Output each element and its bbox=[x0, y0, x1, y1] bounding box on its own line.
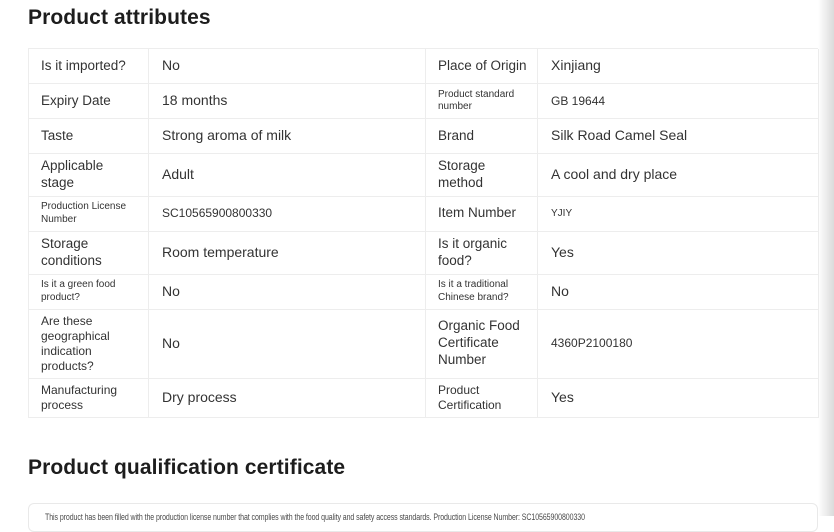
attr-label-cell: Is it organic food? bbox=[426, 232, 538, 275]
attr-label-cell: Expiry Date bbox=[29, 84, 149, 119]
certificate-title: Product qualification certificate bbox=[28, 455, 346, 479]
attr-label-cell: Manufacturing process bbox=[29, 379, 149, 418]
attr-value-cell: No bbox=[149, 49, 426, 84]
attr-label-cell: Is it a green food product? bbox=[29, 275, 149, 310]
attr-label-cell: Production License Number bbox=[29, 197, 149, 232]
attr-value-cell: No bbox=[149, 275, 426, 310]
attr-value-cell: A cool and dry place bbox=[538, 154, 819, 197]
attr-label-cell: Organic Food Certificate Number bbox=[426, 310, 538, 379]
product-attributes-title: Product attributes bbox=[28, 6, 211, 29]
attr-label-cell: Item Number bbox=[426, 197, 538, 232]
attr-label-cell: Is it imported? bbox=[29, 49, 149, 84]
certificate-notice-box bbox=[28, 503, 818, 532]
attr-value-cell: Xinjiang bbox=[538, 49, 819, 84]
attr-value-cell: Adult bbox=[149, 154, 426, 197]
attr-value-cell: 4360P2100180 bbox=[538, 310, 819, 379]
attr-value-cell: Strong aroma of milk bbox=[149, 119, 426, 154]
attr-value-cell: SC10565900800330 bbox=[149, 197, 426, 232]
attr-label-cell: Product standard number bbox=[426, 84, 538, 119]
attr-label-cell: Storage conditions bbox=[29, 232, 149, 275]
attr-label-cell: Product Certification bbox=[426, 379, 538, 418]
attr-label-cell: Brand bbox=[426, 119, 538, 154]
attr-label-cell: Applicable stage bbox=[29, 154, 149, 197]
attr-label-cell: Is it a traditional Chinese brand? bbox=[426, 275, 538, 310]
page-edge-shadow bbox=[818, 0, 834, 516]
attr-value-cell: Yes bbox=[538, 379, 819, 418]
attr-value-cell: Dry process bbox=[149, 379, 426, 418]
attr-label-cell: Place of Origin bbox=[426, 49, 538, 84]
attr-value-cell: No bbox=[538, 275, 819, 310]
attr-value-cell: Silk Road Camel Seal bbox=[538, 119, 819, 154]
attr-label-cell: Are these geographical indication products? bbox=[29, 310, 149, 379]
attr-value-cell: 18 months bbox=[149, 84, 426, 119]
attr-value-cell: GB 19644 bbox=[538, 84, 819, 119]
attributes-table bbox=[28, 48, 818, 418]
attr-value-cell: No bbox=[149, 310, 426, 379]
attr-label-cell: Taste bbox=[29, 119, 149, 154]
certificate-notice-text: This product has been filled with the production license number that complies with the food quality and safety access standards. Production License Number: SC10565900800330 bbox=[45, 512, 585, 522]
attr-value-cell: YJIY bbox=[538, 197, 819, 232]
attr-value-cell: Yes bbox=[538, 232, 819, 275]
attr-value-cell: Room temperature bbox=[149, 232, 426, 275]
attr-label-cell: Storage method bbox=[426, 154, 538, 197]
